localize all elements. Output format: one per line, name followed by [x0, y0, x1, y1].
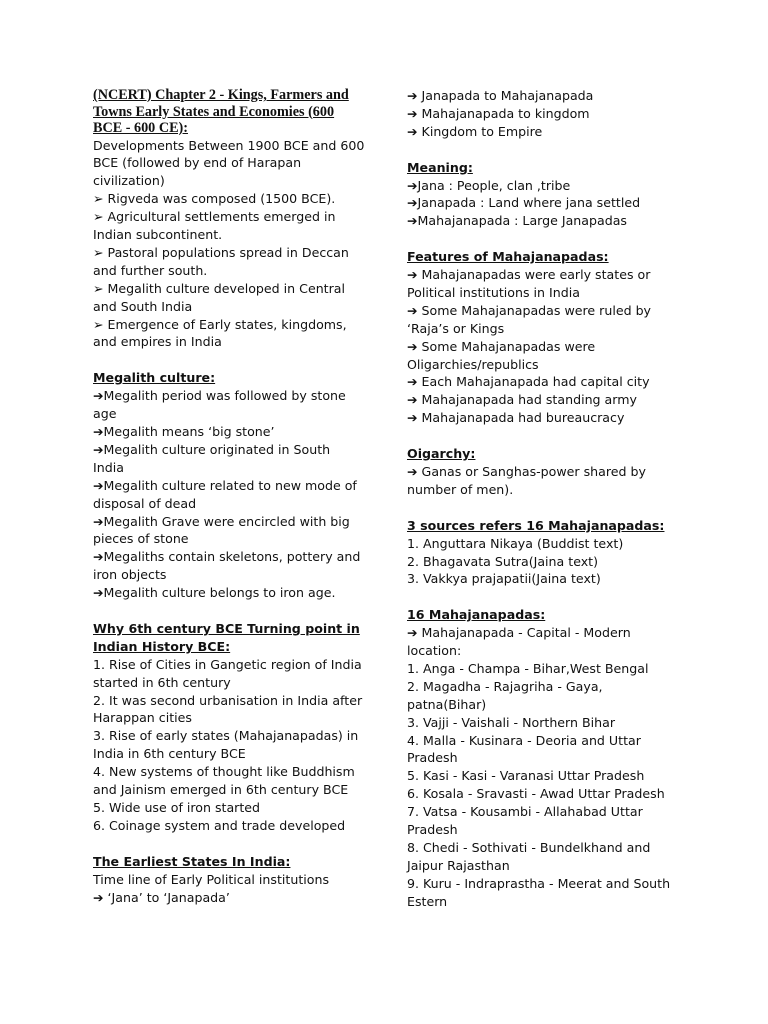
list-item: ➔Megalith culture originated in South India	[93, 441, 331, 475]
list-item: ➔ Mahajanapadas were early states or Political institutions in India	[407, 267, 651, 300]
meaning-heading: Meaning:	[407, 159, 473, 175]
list-item: ➢ Rigveda was composed (1500 BCE).	[93, 191, 336, 207]
left-column	[93, 87, 365, 906]
list-item: ➢ Megalith culture developed in Central and South India	[93, 280, 346, 314]
list-item: 6. Coinage system and trade developed	[93, 817, 346, 833]
sources-list	[407, 535, 681, 589]
list-item: ➔Megalith period was followed by stone age	[93, 388, 346, 422]
list-item: ➔Megalith culture belongs to iron age.	[93, 585, 336, 601]
sources-heading: 3 sources refers 16 Mahajanapadas:	[407, 517, 665, 533]
why-heading: Why 6th century BCE Turning point in Indian History BCE:	[93, 620, 360, 654]
list-item: ➢ Emergence of Early states, kingdoms, and empires in India	[93, 316, 347, 350]
list-item: 3. Vajji - Vaishali - Northern Bihar	[407, 714, 616, 730]
list-item: ➔Janapada : Land where jana settled	[407, 195, 641, 211]
list-item: 5. Kasi - Kasi - Varanasi Uttar Pradesh	[407, 768, 645, 784]
why-list	[93, 656, 365, 835]
earliest-list	[93, 871, 365, 907]
list-item: ➔Megalith culture related to new mode of disposal of dead	[93, 477, 357, 511]
features-list	[407, 266, 681, 427]
list-item: ➔ Mahajanapada had bureaucracy	[407, 410, 625, 426]
list-item: ➔Megalith means ‘big stone’	[93, 423, 275, 439]
sixteen-heading: 16 Mahajanapadas:	[407, 607, 546, 623]
list-item: ➔ Mahajanapada had standing army	[407, 392, 637, 408]
meaning-list	[407, 177, 681, 231]
timeline-list	[407, 87, 681, 141]
list-item: 2. It was second urbanisation in India after Harappan cities	[93, 692, 363, 726]
list-item: 2. Bhagavata Sutra(Jaina text)	[407, 553, 599, 569]
list-item: 8. Chedi - Sothivati - Bundelkhand and Jaipur Rajasthan	[407, 839, 651, 873]
chapter-title: (NCERT) Chapter 2 - Kings, Farmers and Towns Early States and Economies (600 BCE - 600 CE):	[93, 87, 349, 136]
list-item: ➔ Kingdom to Empire	[407, 123, 543, 139]
list-item: 9. Kuru - Indraprastha - Meerat and South Estern	[407, 875, 671, 909]
megalith-list	[93, 387, 365, 602]
list-item: ➔ Janapada to Mahajanapada	[407, 88, 594, 103]
list-item: 6. Kosala - Sravasti - Awad Uttar Pradesh	[407, 786, 665, 802]
list-item: 1. Anguttara Nikaya (Buddist text)	[407, 535, 624, 551]
list-item: Time line of Early Political institutions	[93, 871, 330, 887]
list-item: ➔ Each Mahajanapada had capital city	[407, 374, 650, 390]
list-item: 2. Magadha - Rajagriha - Gaya, patna(Bihar)	[407, 678, 603, 712]
intro-text: Developments Between 1900 BCE and 600 BCE (followed by end of Harapan civilization)	[93, 137, 365, 189]
list-item: 7. Vatsa - Kousambi - Allahabad Uttar Pradesh	[407, 804, 643, 838]
list-item: 3. Vakkya prajapatii(Jaina text)	[407, 571, 601, 587]
features-heading: Features of Mahajanapadas:	[407, 249, 609, 265]
list-item: ➔ Ganas or Sanghas-power shared by number of men).	[407, 463, 646, 497]
right-column	[407, 87, 681, 911]
list-item: 3. Rise of early states (Mahajanapadas) in India in 6th century BCE	[93, 728, 359, 762]
list-item: ➢ Agricultural settlements emerged in Indian subcontinent.	[93, 209, 336, 243]
sixteen-list	[407, 624, 681, 911]
list-item: 1. Anga - Champa - Bihar,West Bengal	[407, 660, 649, 676]
earliest-heading: The Earliest States In India:	[93, 853, 291, 869]
intro-list	[93, 190, 365, 351]
megalith-heading: Megalith culture:	[93, 370, 216, 386]
list-item: 4. Malla - Kusinara - Deoria and Uttar Pradesh	[407, 732, 641, 766]
list-item: ➔Megalith Grave were encircled with big pieces of stone	[93, 513, 350, 547]
list-item: ➔ Some Mahajanapadas were Oligarchies/republics	[407, 338, 596, 372]
list-item: ➔ Mahajanapada - Capital - Modern location:	[407, 625, 631, 659]
list-item: ➔ Some Mahajanapadas were ruled by ‘Raja’s or Kings	[407, 302, 652, 336]
list-item: 1. Rise of Cities in Gangetic region of India started in 6th century	[93, 656, 362, 690]
list-item: ➢ Pastoral populations spread in Deccan and further south.	[93, 244, 349, 278]
list-item: 4. New systems of thought like Buddhism and Jainism emerged in 6th century BCE	[93, 764, 355, 798]
list-item: ➔Mahajanapada : Large Janapadas	[407, 213, 627, 229]
oligarchy-list	[407, 463, 681, 499]
list-item: ➔Jana : People, clan ,tribe	[407, 177, 571, 193]
list-item: ➔Megaliths contain skeletons, pottery and iron objects	[93, 549, 361, 583]
oligarchy-heading: Oigarchy:	[407, 446, 476, 462]
list-item: 5. Wide use of iron started	[93, 800, 261, 815]
list-item: ➔ Mahajanapada to kingdom	[407, 105, 590, 121]
list-item: ➔ ‘Jana’ to ‘Janapada’	[93, 889, 230, 905]
